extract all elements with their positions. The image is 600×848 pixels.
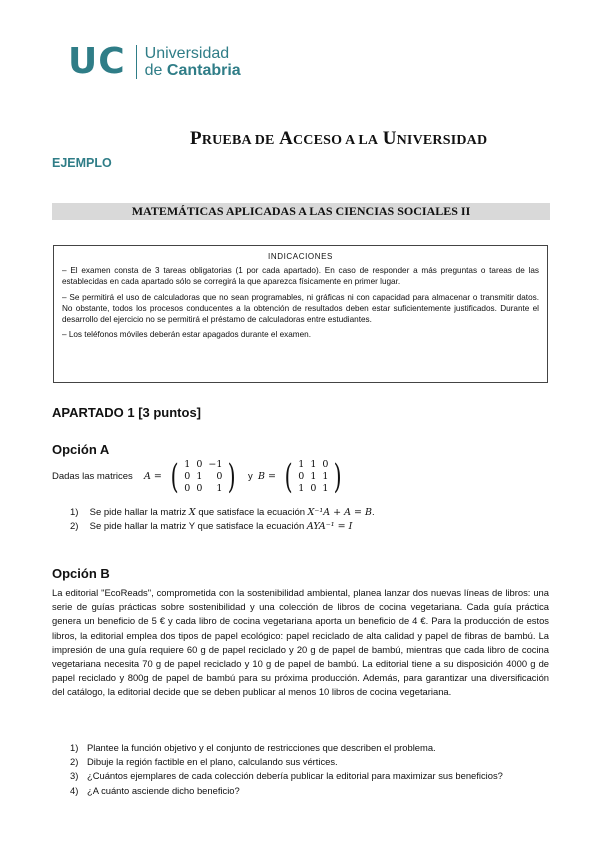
subject-banner: MATEMÁTICAS APLICADAS A LAS CIENCIAS SOCIALES II — [52, 203, 550, 220]
list-item: 1) Plantee la función objetivo y el conjunto de restricciones que describen el problema. — [70, 742, 436, 753]
option-b-heading: Opción B — [52, 566, 110, 581]
matrix-b: ( 1 1 0 0 1 1 1 0 1 ) — [284, 457, 343, 497]
matrix-cell: 1 — [216, 483, 223, 494]
matrices-statement — [52, 458, 552, 496]
matrix-cell: −1 — [208, 459, 223, 470]
example-label: EJEMPLO — [52, 156, 112, 170]
matrix-a-label: A = — [144, 471, 162, 482]
university-logo — [68, 41, 241, 82]
instruction-item: – Los teléfonos móviles deberán estar apagados durante el examen. — [62, 330, 311, 340]
matrix-cell: 0 — [196, 459, 203, 470]
matrix-cell: 0 — [216, 471, 223, 482]
matrix-cell: 1 — [322, 483, 329, 494]
matrices-conjunction: y — [248, 471, 253, 482]
logo-line-2: de Cantabria — [144, 62, 241, 79]
logo-divider — [136, 45, 137, 79]
page-title: PRUEBA DE ACCESO A LA UNIVERSIDAD — [190, 128, 488, 149]
instructions-heading: INDICACIONES — [268, 252, 333, 261]
matrix-a: ( 1 0 −1 0 1 0 0 0 1 ) — [170, 457, 236, 497]
matrix-cell: 1 — [310, 459, 317, 470]
matrix-cell: 1 — [310, 471, 317, 482]
logo-wordmark — [145, 45, 241, 79]
list-item: 2) Dibuje la región factible en el plano, calculando sus vértices. — [70, 756, 338, 768]
matrix-cell: 1 — [298, 459, 305, 470]
matrix-cell: 0 — [322, 459, 329, 470]
matrix-cell: 1 — [322, 471, 329, 482]
matrix-cell: 1 — [184, 459, 191, 470]
matrix-cell: 0 — [184, 471, 191, 482]
matrix-cell: 0 — [298, 471, 305, 482]
option-a-heading: Opción A — [52, 442, 110, 457]
option-b-statement: La editorial "EcoReads", comprometida con la sostenibilidad ambiental, planea lanzar dos nuevas líneas de libros: una serie de guías prácticas sobre sostenibilidad y una colección de libros de cocina vegetariana. Cada guía práctica genera un beneficio de 5 € y cada libro de cocina vegetariana aporta un beneficio de 4 €. Para la producción de estos libros, la editorial emplea dos tipos de papel ecológico: papel reciclado de alta calidad y papel de fibras de bambú. La impresión de una guía requiere 60 g de papel reciclado y 20 g de papel de bambú, mientras que cada libro de cocina vegetariana necesita 70 g de papel reciclado y 10 g de papel de bambú. La editorial tiene a su disposición 4000 g de papel reciclado y 800g de papel de bambú para su próxima producción. Además, para garantizar una diversificación del catálogo, la editorial decide que se deben publicar al menos 10 libros de cocina vegetariana. — [52, 587, 549, 698]
section-heading: APARTADO 1 [3 puntos] — [52, 405, 202, 420]
matrix-cell: 1 — [196, 471, 203, 482]
logo-line-1: Universidad — [144, 45, 230, 62]
option-b-questions — [70, 741, 548, 798]
matrices-intro: Dadas las matrices — [52, 471, 133, 482]
matrix-cell: 0 — [310, 483, 317, 494]
matrix-cell: 0 — [184, 483, 191, 494]
matrix-cell: 0 — [196, 483, 203, 494]
matrix-cell: 1 — [298, 483, 305, 494]
list-item: 3) ¿Cuántos ejemplares de cada colección debería publicar la editorial para maximizar sus beneficios? — [70, 770, 503, 782]
list-item: 4) ¿A cuánto asciende dicho beneficio? — [70, 784, 240, 796]
option-a-question-1: 1) Se pide hallar la matriz X que satisface la ecuación X⁻¹A + A = B. — [70, 507, 375, 518]
instruction-item: – El examen consta de 3 tareas obligatorias (1 por cada apartado). En caso de responder a más preguntas o tareas de las establecidas en cada apartado sólo se corregirá la que aparezca físicamente en primer lugar. — [62, 266, 539, 287]
matrix-b-label: B = — [258, 471, 276, 482]
instructions-box — [53, 245, 548, 383]
instruction-item: – Se permitirá el uso de calculadoras que no sean programables, ni gráficas ni con capacidad para almacenar o transmitir datos. No obstante, todos los procesos conducentes a la obtención de resultados deben estar suficientemente justificados. Durante el desarrollo del ejercicio no se permitirá el préstamo de calculadoras entre estudiantes. — [62, 292, 539, 325]
option-a-question-2: 2) Se pide hallar la matriz Y que satisface la ecuación AYA⁻¹ = I — [70, 521, 353, 532]
logo-mark: UC — [68, 41, 126, 82]
